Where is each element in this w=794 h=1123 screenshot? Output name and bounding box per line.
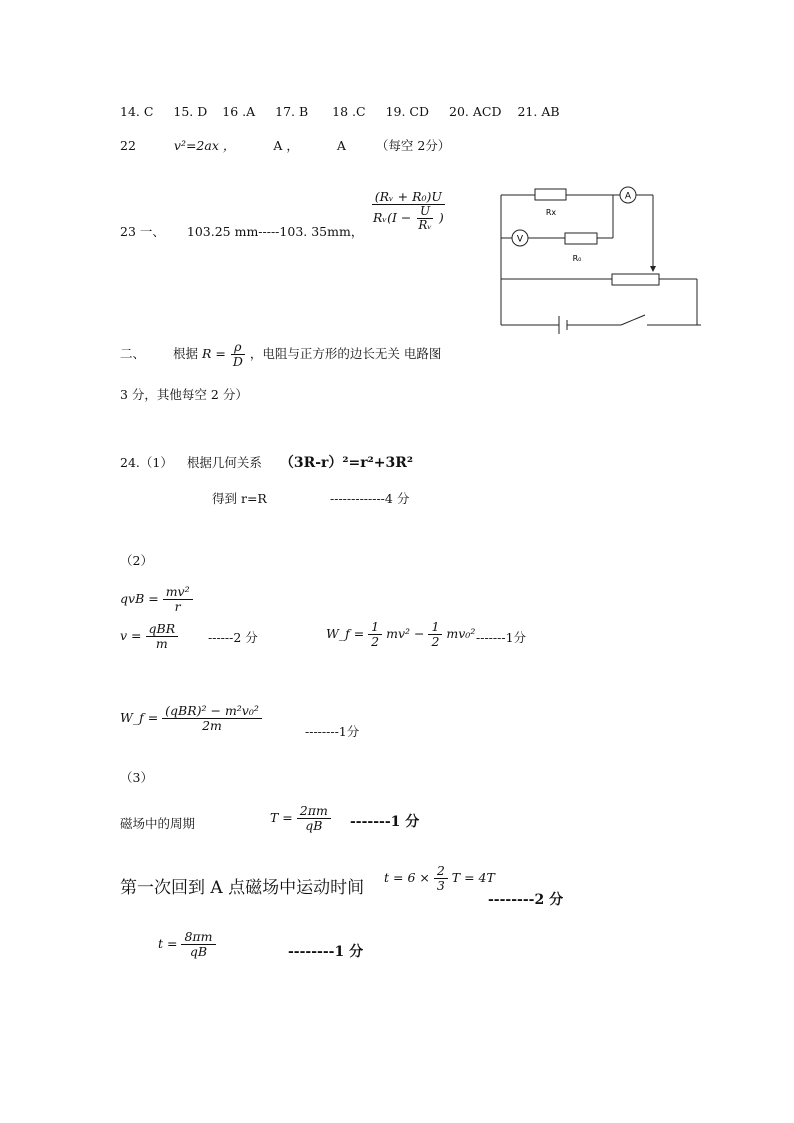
resistor-rx — [535, 189, 566, 200]
answer-18: 18 .C — [332, 104, 366, 119]
q24-eq3: W_f = $\frac{1}{2}$ mv² − $\frac{1}{2}$ mv₀² — [326, 619, 476, 649]
part2-label: 二、 — [120, 345, 146, 361]
q24-final-eq: t = $\frac{8\pi m}{qB}$ — [158, 930, 216, 959]
q24-p1-result: 得到 r=R — [212, 491, 267, 506]
q24-p1-score: -------------4 分 — [330, 491, 410, 506]
q22-number: 22 — [120, 138, 136, 153]
part2-d: D — [232, 353, 243, 369]
answer-21: 21. AB — [517, 104, 560, 119]
q24-first-eq: t = 6 × $\frac{2}{3}$ T = 4T — [384, 863, 495, 893]
q24-period-eq: T = $\frac{2\pi m}{qB}$ — [270, 804, 331, 833]
q24-eq4: W_f = $\frac{\text{(qBR)² − m²v₀²}}{2m}$ — [120, 704, 262, 733]
part2-text1: 根据 — [173, 345, 199, 361]
r0-label: R₀ — [572, 254, 582, 263]
answers-row — [120, 104, 560, 119]
answer-20: 20. ACD — [449, 104, 502, 119]
q24-p1-text: 根据几何关系 — [186, 455, 262, 470]
q22-formula: v²=2ax ， — [173, 138, 236, 153]
rheostat — [612, 274, 659, 285]
q22-answer-1: A ， — [273, 138, 299, 153]
rx-label: Rx — [545, 208, 557, 217]
answer-19: 19. CD — [385, 104, 430, 119]
q24-first-score: --------2 分 — [488, 892, 564, 908]
q24-period-score: -------1 分 — [350, 814, 420, 830]
answer-14: 14. C — [120, 104, 154, 119]
q22-line — [120, 136, 450, 154]
q22-score: （每空 2分） — [375, 138, 451, 153]
q24-p2-label: （2） — [120, 553, 153, 568]
part2-formula-lhs: R = — [202, 345, 226, 361]
q24-period-text: 磁场中的周期 — [120, 816, 196, 831]
part2-line2: 3 分，其他每空 2 分） — [120, 387, 248, 402]
answer-15: 15. D — [173, 104, 208, 119]
q23-fraction-numerator: (Rᵥ + R₀)U — [372, 190, 445, 205]
q23-range: 103.25 mm-----103. 35mm， — [186, 224, 364, 239]
q23-fraction — [370, 190, 447, 232]
q23-fraction-denominator: Rᵥ(I − $\frac{U}{\text{Rᵥ}}$ ) — [373, 203, 444, 232]
q24-final-score: --------1 分 — [288, 944, 364, 960]
q24-p1-label: 24.（1） — [120, 455, 173, 470]
q24-eq2: v = $\frac{\text{qBR}}{m}$ — [120, 622, 178, 651]
answer-17: 17. B — [275, 104, 309, 119]
q24-p1-formula: （3R-r）²=r²+3R² — [279, 455, 413, 471]
q24-first-text: 第一次回到 A 点磁场中运动时间 — [120, 878, 365, 898]
part2-rho: ρ — [231, 340, 244, 355]
voltmeter-label: V — [516, 234, 524, 245]
q23-line — [120, 222, 363, 240]
q24-p3-label: （3） — [120, 770, 153, 785]
ammeter-label: A — [624, 191, 632, 202]
q24-part1 — [120, 452, 413, 472]
q23-number: 23 一、 — [120, 224, 165, 239]
part2-line — [120, 340, 441, 369]
circuit-diagram — [495, 182, 705, 334]
q24-eq4-score: --------1分 — [305, 724, 360, 739]
q22-answer-2: A — [336, 138, 346, 153]
q24-eq3-score: -------1分 — [476, 630, 527, 645]
q24-eq1: qvB = $\frac{\text{mv²}}{r}$ — [120, 585, 193, 614]
part2-text2: ，电阻与正方形的边长无关 电路图 — [249, 345, 442, 361]
resistor-r0 — [565, 233, 597, 244]
q24-eq2-score: ------2 分 — [208, 630, 258, 645]
answer-16: 16 .A — [222, 104, 256, 119]
switch-icon — [621, 315, 645, 325]
